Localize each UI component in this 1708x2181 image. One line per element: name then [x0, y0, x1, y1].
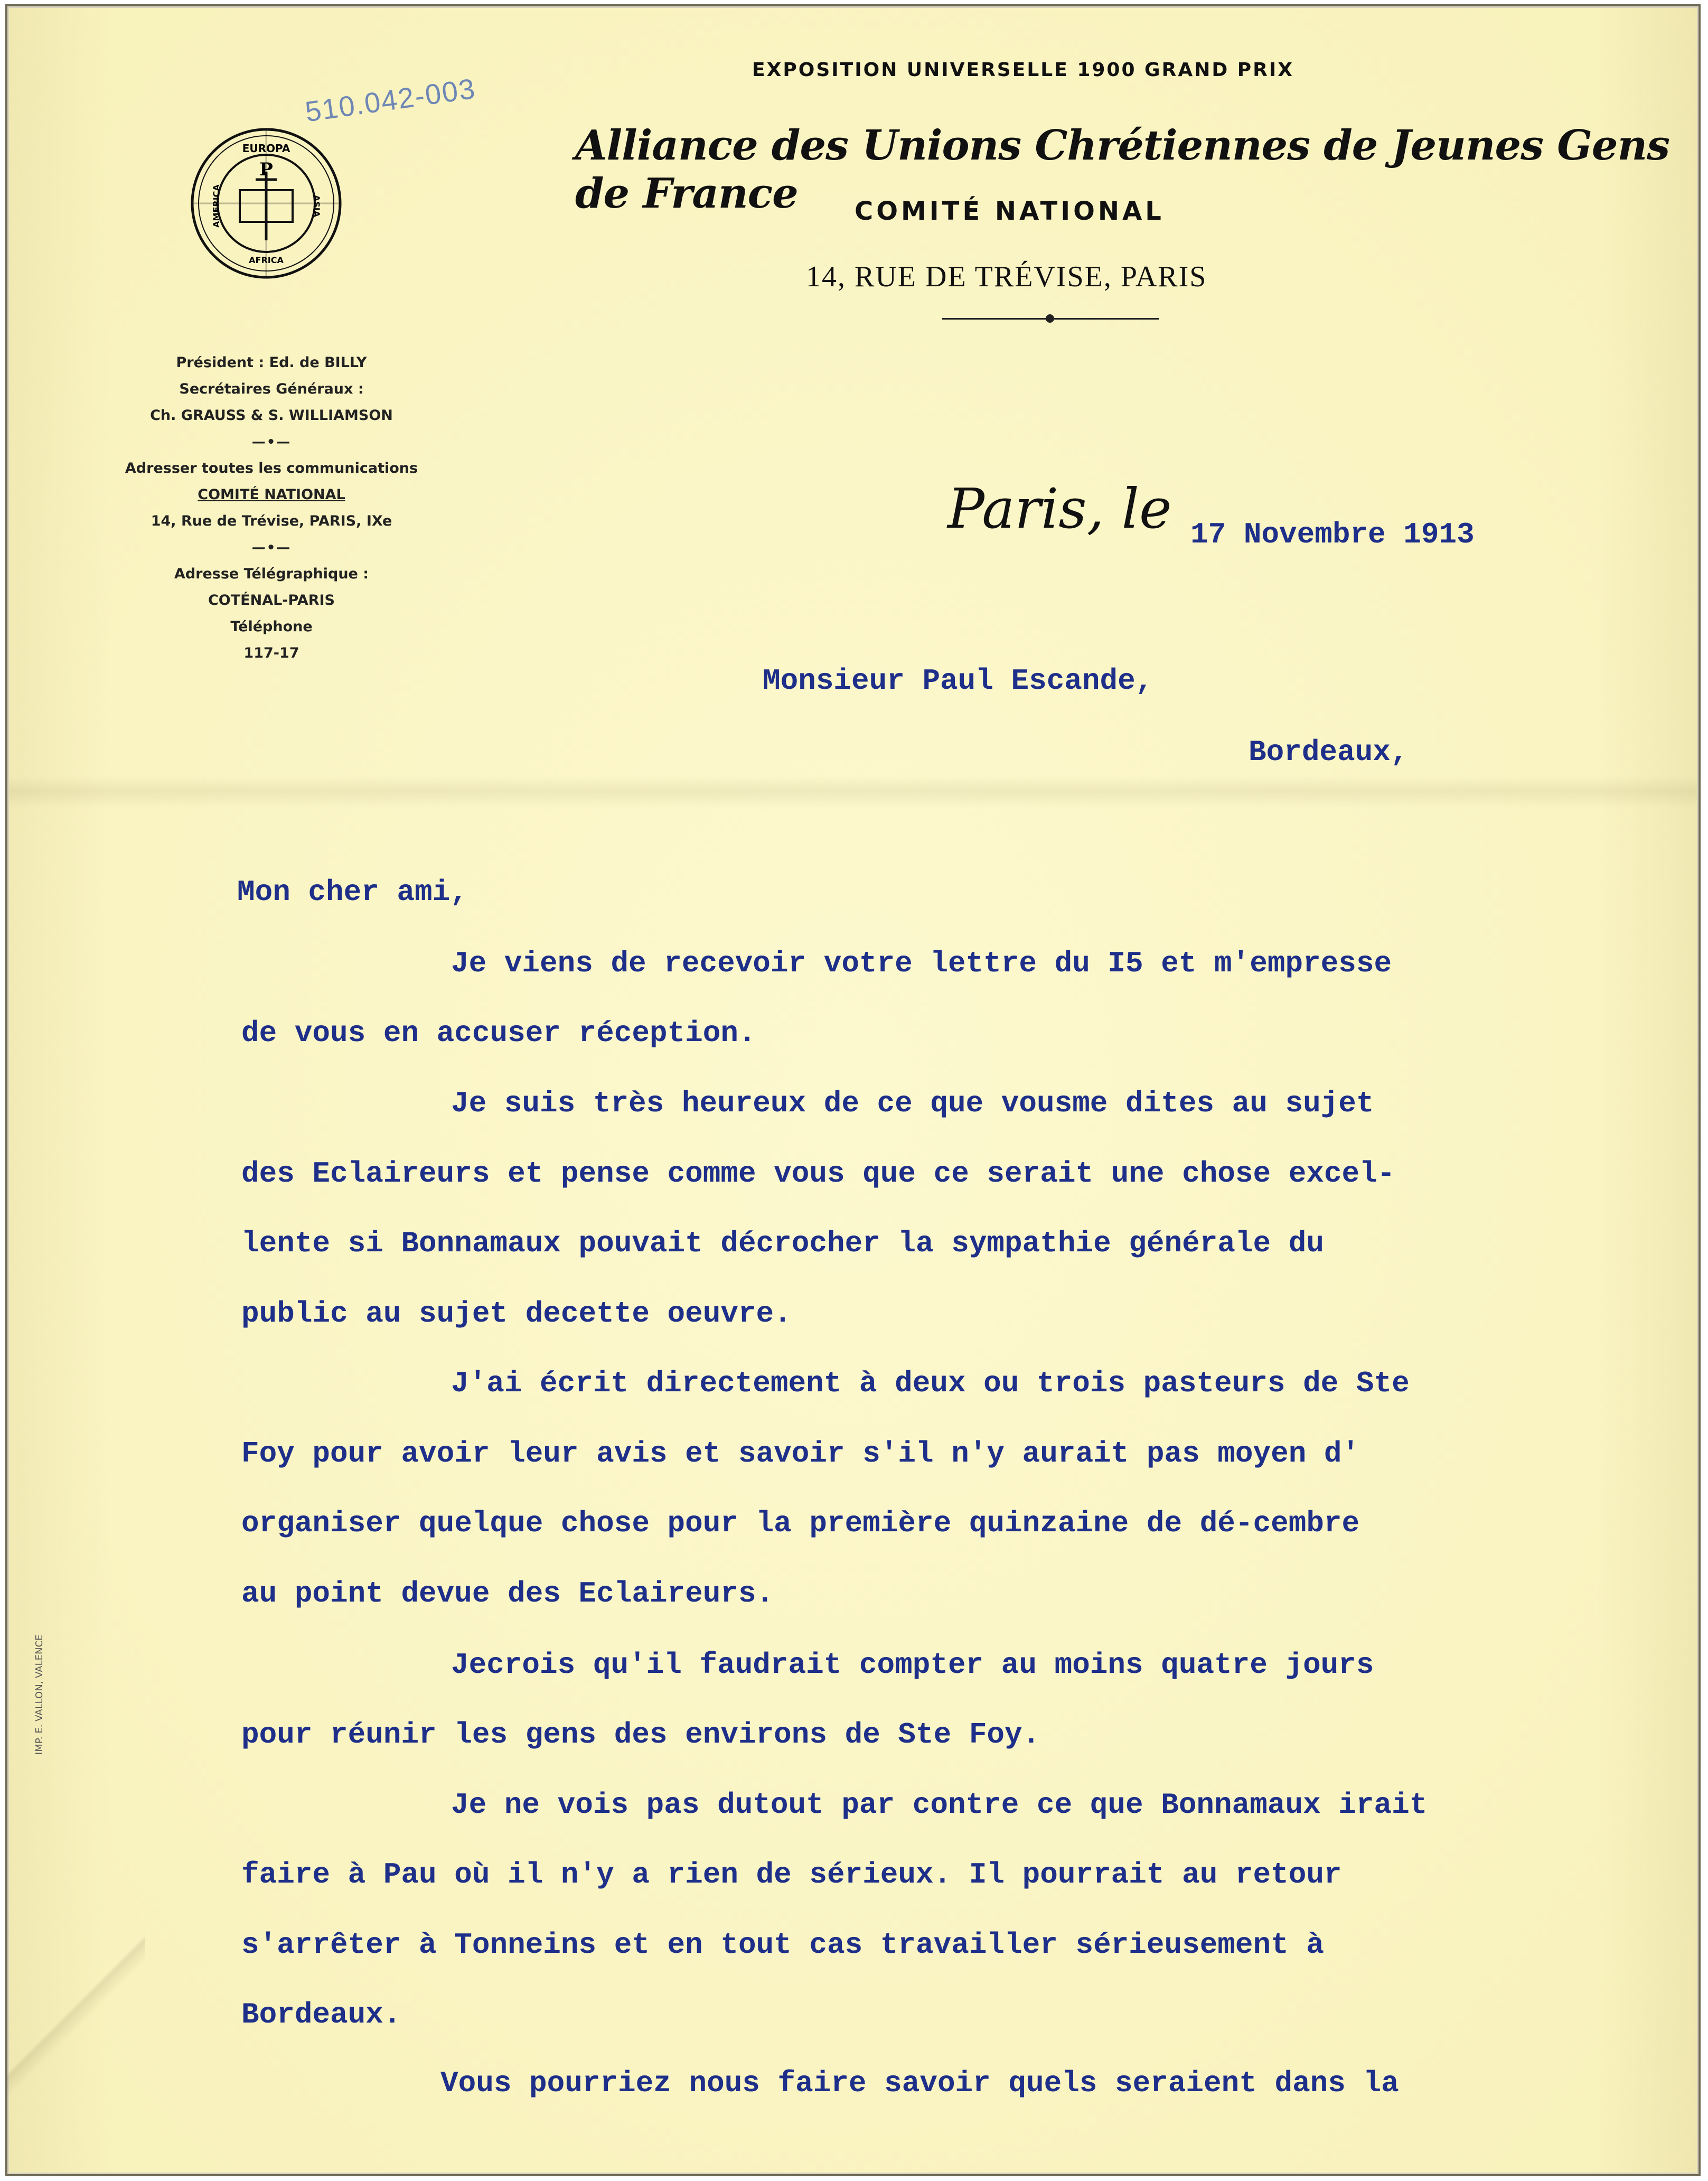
sidebar-info: [113, 350, 430, 667]
letterhead-address: 14, RUE DE TRÉVISE, PARIS: [806, 260, 1207, 293]
body-line: Je ne vois pas dutout par contre ce que Bonnamaux irait: [451, 1788, 1428, 1822]
recipient-city: Bordeaux,: [1249, 735, 1409, 769]
secretaries: Ch. GRAUSS & S. WILLIAMSON: [150, 407, 393, 424]
fold-crease: [7, 1776, 145, 2177]
body-line: de vous en accuser réception.: [241, 1016, 756, 1050]
send-all-note: Adresser toutes les communications: [125, 460, 418, 476]
body-line: Vous pourriez nous faire savoir quels seraient dans la: [440, 2066, 1399, 2100]
body-line: Jecrois qu'il faudrait compter au moins quatre jours: [451, 1648, 1374, 1682]
ornament-dot: [1046, 314, 1054, 323]
body-line: Foy pour avoir leur avis et savoir s'il n'y aurait pas moyen d': [241, 1437, 1360, 1471]
body-line: au point devue des Eclaireurs.: [241, 1577, 774, 1611]
seal-word: AFRICA: [249, 255, 284, 265]
body-line: faire à Pau où il n'y a rien de sérieux. Il pourrait au retour: [241, 1858, 1342, 1892]
body-line: lente si Bonnamaux pouvait décrocher la sympathie générale du: [241, 1227, 1324, 1260]
archive-number: 510.042-003: [303, 72, 478, 128]
exposition-line: EXPOSITION UNIVERSELLE 1900 GRAND PRIX: [752, 59, 1294, 81]
body-line: public au sujet decette oeuvre.: [241, 1297, 792, 1331]
printer-mark: IMP. E. VALLON, VALENCE: [34, 1634, 45, 1755]
organisation-name: Alliance des Unions Chrétiennes de Jeunes Gens de France: [575, 121, 1670, 218]
sidebar-committee: COMITÉ NATIONAL: [198, 486, 345, 503]
recipient-name: Monsieur Paul Escande,: [763, 664, 1153, 698]
seal-word: AMERICA: [211, 184, 221, 228]
date-value: 17 Novembre 1913: [1190, 518, 1475, 551]
body-line: pour réunir les gens des environs de Ste Foy.: [241, 1718, 1040, 1752]
president: Président : Ed. de BILLY: [176, 354, 367, 371]
telegraph-label: Adresse Télégraphique :: [174, 566, 369, 582]
seal-word: EUROPA: [242, 142, 290, 155]
date-place: Paris, le: [947, 476, 1172, 541]
sidebar-address: 14, Rue de Trévise, PARIS, IXe: [151, 513, 392, 529]
telegraph-address: COTÉNAL-PARIS: [208, 592, 335, 609]
body-line: des Eclaireurs et pense comme vous que ce serait une chose excel-: [241, 1157, 1395, 1191]
letter-page: [5, 4, 1701, 2176]
secretaries-label: Secrétaires Généraux :: [179, 381, 364, 397]
body-line: Bordeaux.: [241, 1998, 401, 2032]
body-line: organiser quelque chose pour la première quinzaine de dé-cembre: [241, 1506, 1360, 1540]
seal-chi-rho: P: [259, 159, 273, 180]
seal-emblem: [190, 127, 343, 280]
committee-heading: COMITÉ NATIONAL: [855, 196, 1165, 226]
divider: —•—: [251, 540, 292, 556]
salutation: Mon cher ami,: [237, 875, 468, 909]
body-line: J'ai écrit directement à deux ou trois pasteurs de Ste: [451, 1366, 1410, 1400]
body-line: Je viens de recevoir votre lettre du I5 et m'empresse: [451, 947, 1392, 980]
phone-number: 117-17: [243, 645, 299, 661]
body-line: Je suis très heureux de ce que vousme dites au sujet: [451, 1087, 1374, 1120]
divider: —•—: [251, 434, 292, 450]
body-line: s'arrêter à Tonneins et en tout cas travailler sérieusement à: [241, 1928, 1324, 1962]
seal-word: ASIA: [312, 194, 322, 218]
phone-label: Téléphone: [230, 619, 313, 635]
